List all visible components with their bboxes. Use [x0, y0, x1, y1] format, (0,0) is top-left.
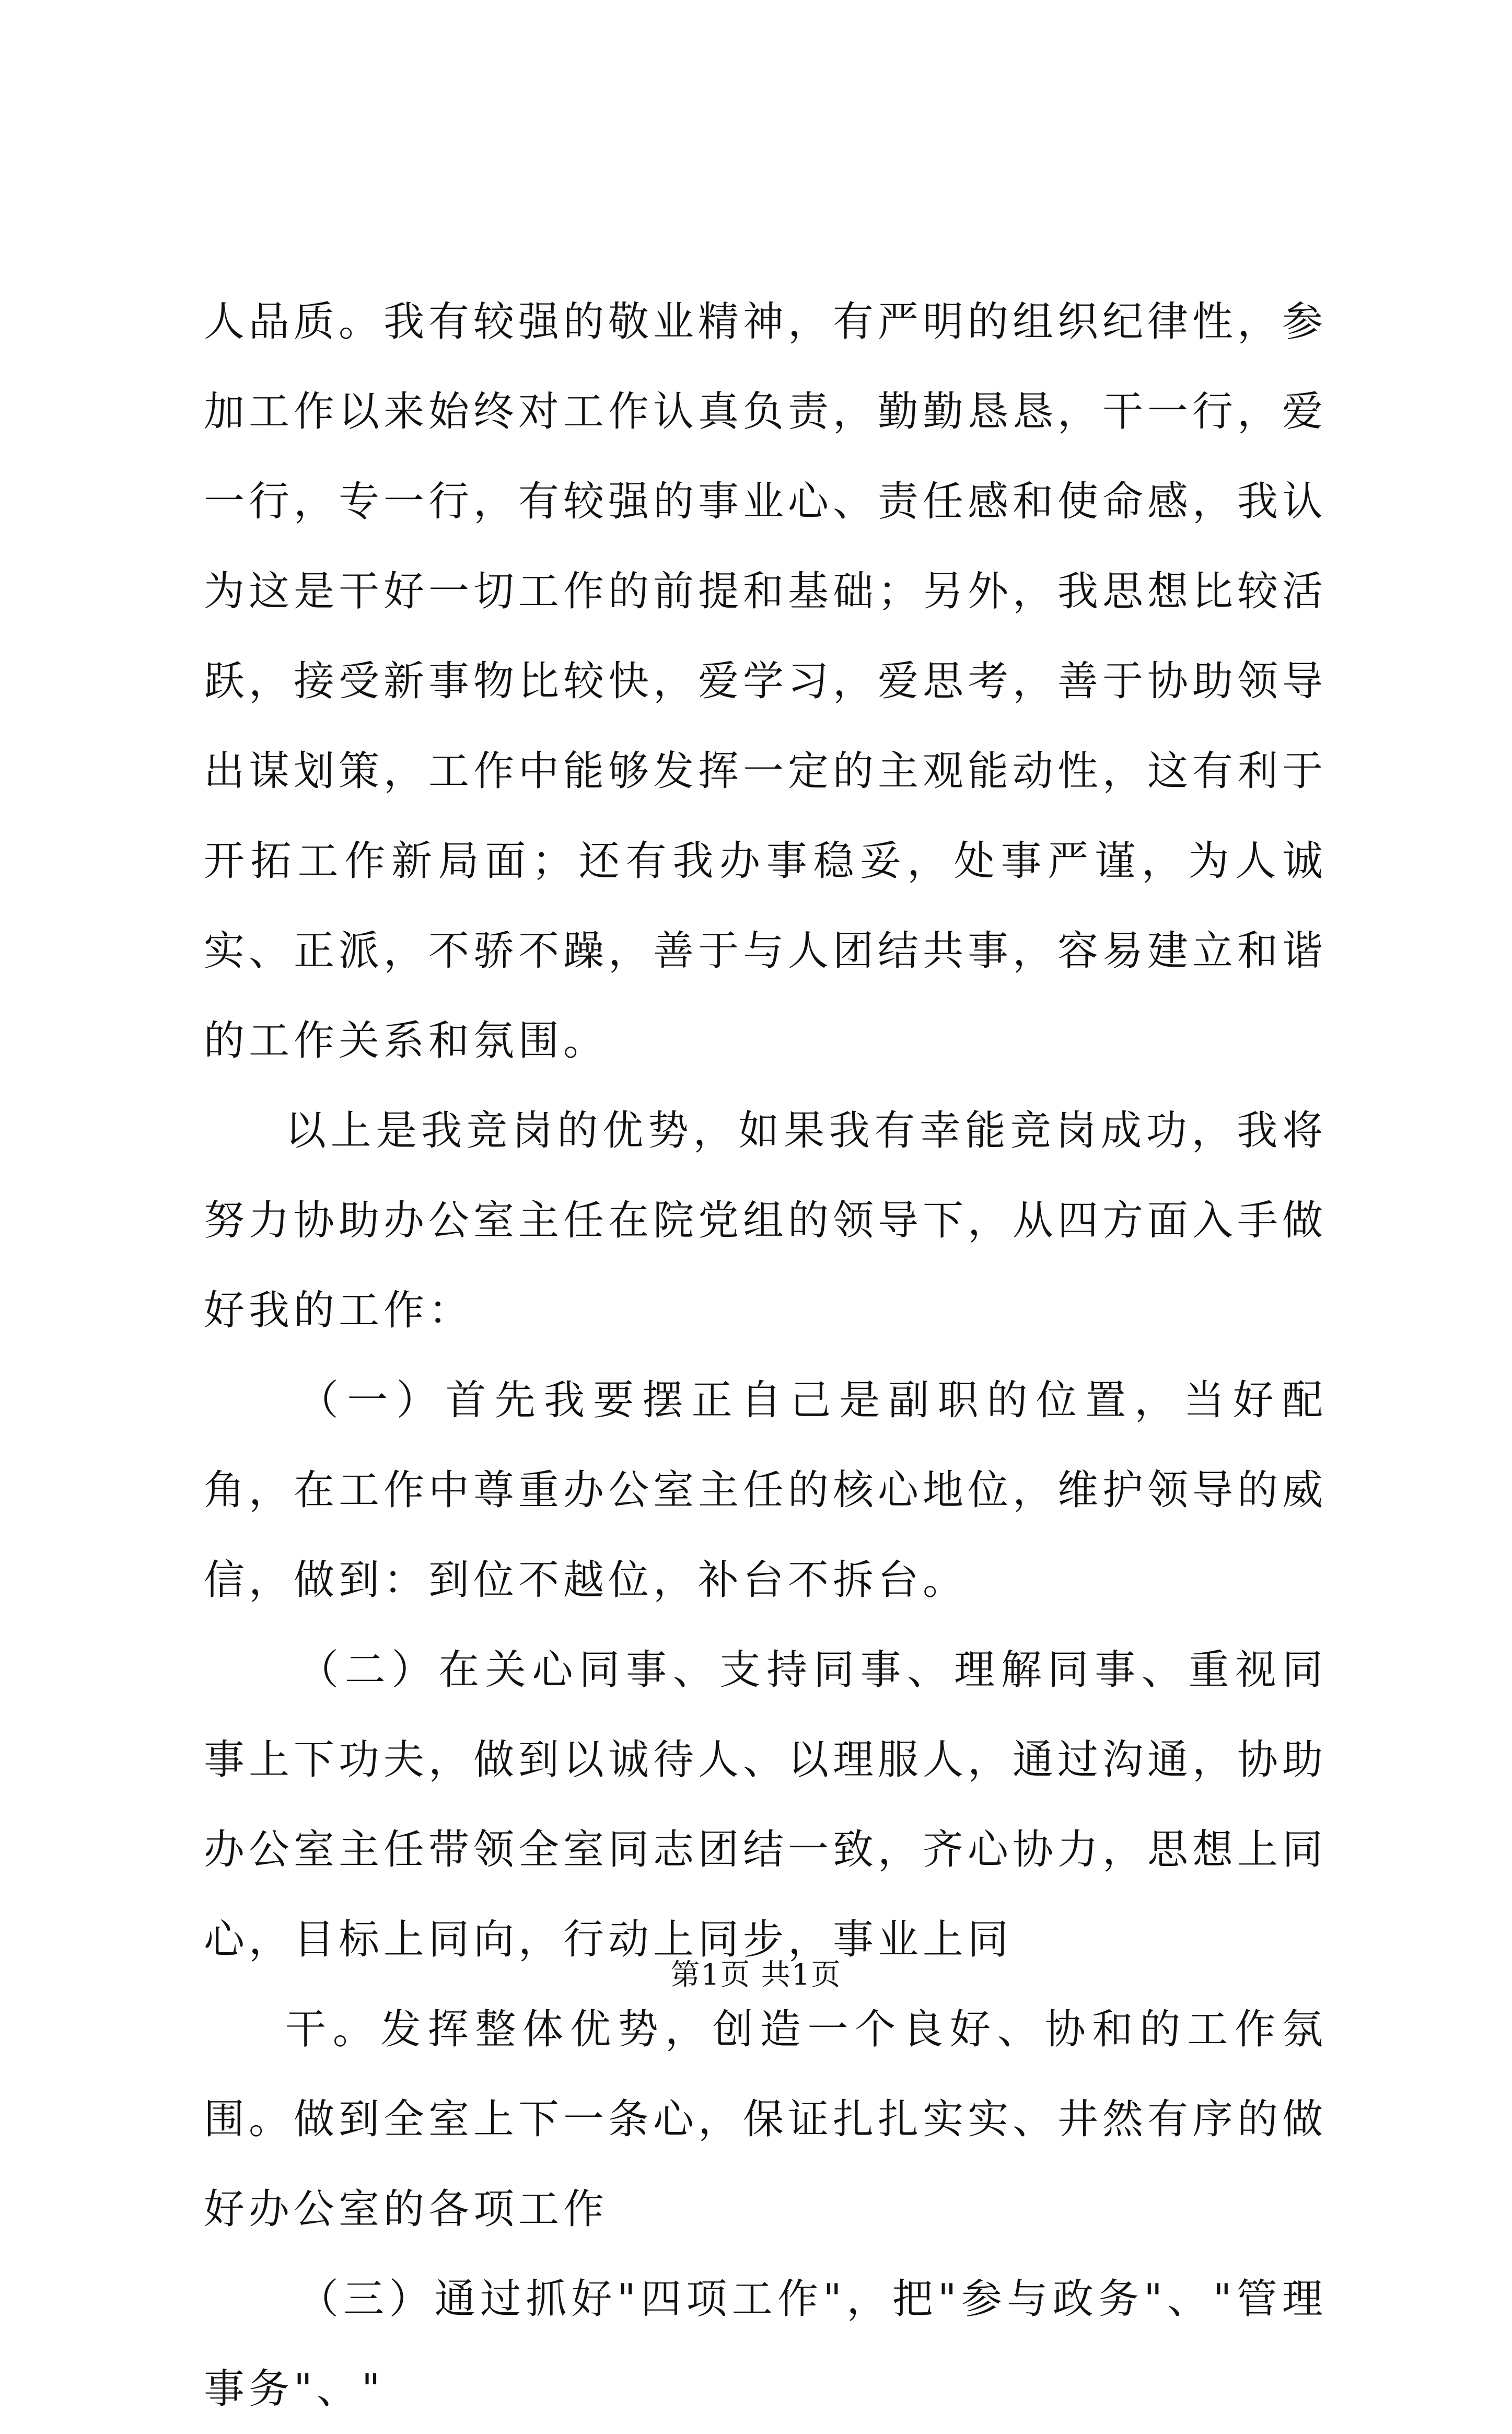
paragraph-item-three: （三）通过抓好"四项工作"，把"参与政务"、"管理事务"、": [204, 2276, 1327, 2413]
paragraph-item-two: （二）在关心同事、支持同事、理解同事、重视同事上下功夫，做到以诚待人、以理服人，通过沟通，协助办公室主任带领全室同志团结一致，齐心协力，思想上同心，目标上同向，行动上同步，事业上同: [204, 1647, 1328, 1963]
paragraph-advantages-summary: 以上是我竞岗的优势，如果我有幸能竞岗成功，我将努力协助办公室主任在院党组的领导下，从四方面入手做好我的工作：: [204, 1107, 1328, 1334]
page-number-footer: 第1页 共1页: [670, 1958, 842, 1992]
paragraph-item-two-continued: 干。发挥整体优势，创造一个良好、协和的工作氛围。做到全室上下一条心，保证扎扎实实、井然有序的做好办公室的各项工作: [204, 2006, 1328, 2233]
paragraph-item-one: （一）首先我要摆正自己是副职的位置，当好配角，在工作中尊重办公室主任的核心地位，维护领导的威信，做到：到位不越位，补台不拆台。: [204, 1377, 1328, 1604]
document-body: [204, 277, 1327, 2434]
paragraph-continued-qualities: 人品质。我有较强的敬业精神，有严明的组织纪律性，参加工作以来始终对工作认真负责，勤勤恳恳，干一行，爱一行，专一行，有较强的事业心、责任感和使命感，我认为这是干好一切工作的前提和基础；另外，我思想比较活跃，接受新事物比较快，爱学习，爱思考，善于协助领导出谋划策，工作中能够发挥一定的主观能动性，这有利于开拓工作新局面；还有我办事稳妥，处事严谨，为人诚实、正派，不骄不躁，善于与人团结共事，容易建立和谐的工作关系和氛围。: [204, 298, 1328, 1064]
